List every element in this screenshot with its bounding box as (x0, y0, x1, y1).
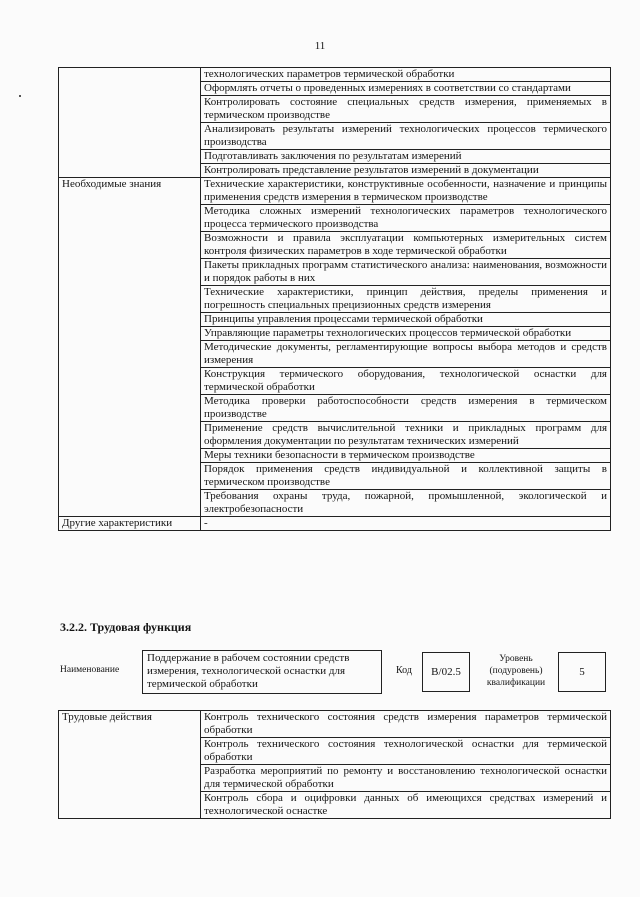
table-row (59, 517, 611, 531)
page-number: 11 (314, 40, 326, 52)
knowledge-cell: Применение средств вычислительной техники и прикладных программ для оформления документации по результатам технических измерений (201, 422, 611, 449)
function-header (58, 650, 618, 700)
action-cell: Контроль технического состояния технологической оснастки для термической обработки (201, 738, 611, 765)
knowledge-label: Необходимые знания (59, 178, 201, 517)
skills-cell: Контролировать состояние специальных средств измерения, применяемых в термическом производстве (201, 96, 611, 123)
action-cell: Контроль технического состояния средств измерения параметров термической обработки (201, 711, 611, 738)
section-title: 3.2.2. Трудовая функция (60, 620, 192, 634)
knowledge-cell: Принципы управления процессами термической обработки (201, 313, 611, 327)
knowledge-cell: Пакеты прикладных программ статистического анализа: наименования, возможности и порядок работы в них (201, 259, 611, 286)
level-label: Уровень (подуровень) квалификации (486, 654, 546, 688)
scan-mark (19, 95, 21, 97)
knowledge-cell: Технические характеристики, принцип действия, пределы применения и погрешность специальных прецизионных средств измерения (201, 286, 611, 313)
knowledge-cell: Конструкция термического оборудования, технологической оснастки для термической обработки (201, 368, 611, 395)
skills-label-cell (59, 68, 201, 178)
name-value: Поддержание в рабочем состоянии средств измерения, технологической оснастки для термической обработки (142, 650, 382, 694)
knowledge-cell: Методические документы, регламентирующие вопросы выбора методов и средств измерения (201, 341, 611, 368)
table-row (59, 711, 611, 738)
skills-cell: технологических параметров термической обработки (201, 68, 611, 82)
code-label: Код (396, 665, 412, 676)
skills-cell: Контролировать представление результатов измерений в документации (201, 164, 611, 178)
other-label: Другие характеристики (59, 517, 201, 531)
code-value: B/02.5 (422, 652, 470, 692)
actions-label: Трудовые действия (59, 711, 201, 819)
knowledge-cell: Технические характеристики, конструктивные особенности, назначение и принципы применения средств измерения в термическом производстве (201, 178, 611, 205)
knowledge-table (58, 67, 611, 531)
action-cell: Контроль сбора и оцифровки данных об имеющихся средствах измерений и технологической оснастке (201, 792, 611, 819)
skills-cell: Подготавливать заключения по результатам измерений (201, 150, 611, 164)
knowledge-cell: Возможности и правила эксплуатации компьютерных измерительных систем контроля физических параметров в ходе термической обработки (201, 232, 611, 259)
knowledge-cell: Методика проверки работоспособности средств измерения в термическом производстве (201, 395, 611, 422)
table-row (59, 68, 611, 82)
knowledge-cell: Порядок применения средств индивидуальной и коллективной защиты в термическом производстве (201, 463, 611, 490)
knowledge-cell: Управляющие параметры технологических процессов термической обработки (201, 327, 611, 341)
skills-cell: Анализировать результаты измерений технологических процессов термического производства (201, 123, 611, 150)
table-row (59, 178, 611, 205)
knowledge-cell: Методика сложных измерений технологических параметров технологического процесса термического производства (201, 205, 611, 232)
knowledge-cell: Требования охраны труда, пожарной, промышленной, экологической и электробезопасности (201, 490, 611, 517)
skills-cell: Оформлять отчеты о проведенных измерениях в соответствии со стандартами (201, 82, 611, 96)
name-label: Наименование (60, 665, 120, 675)
other-value: - (201, 517, 611, 531)
actions-table (58, 710, 611, 819)
action-cell: Разработка мероприятий по ремонту и восстановлению технологической оснастки для термической обработки (201, 765, 611, 792)
level-value: 5 (558, 652, 606, 692)
knowledge-cell: Меры техники безопасности в термическом производстве (201, 449, 611, 463)
